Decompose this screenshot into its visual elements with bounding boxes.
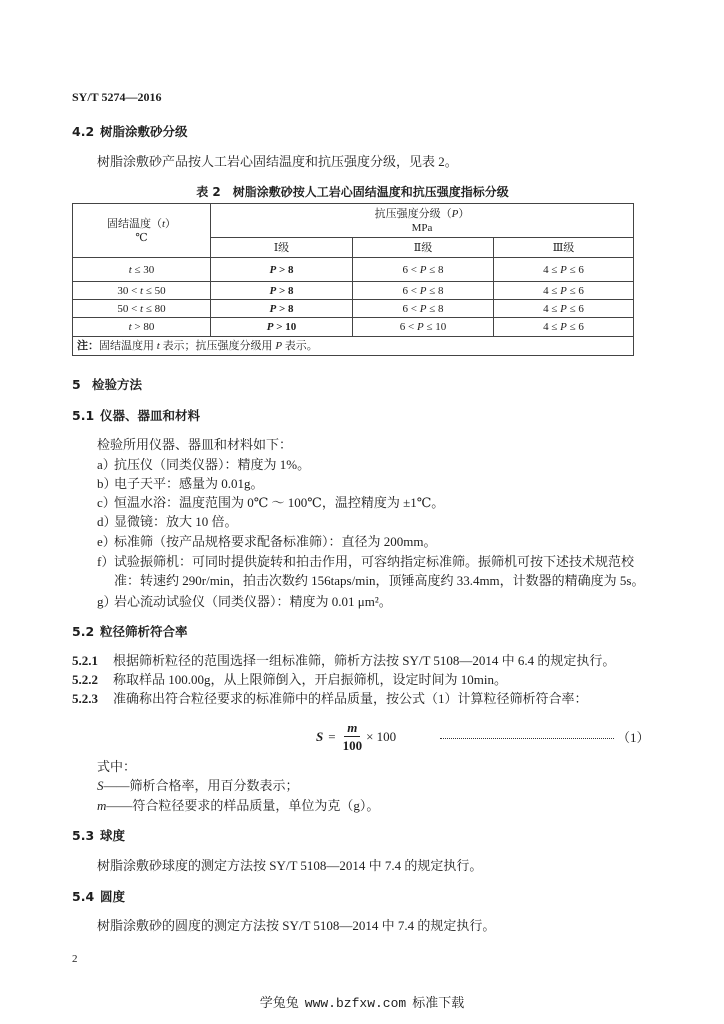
section-title: 粒径筛析符合率 <box>100 624 188 639</box>
formula-lhs: S <box>316 729 324 744</box>
list-item-label: a） <box>97 457 116 472</box>
section-4-2-heading <box>72 123 188 141</box>
table-row <box>73 318 634 337</box>
strength-header-cell <box>211 204 634 238</box>
footer <box>0 994 724 1013</box>
grade-2-cell: 6 < P ≤ 10 <box>353 318 494 337</box>
list-item-text: 显微镜：放大 10 倍。 <box>114 514 238 529</box>
clause-5-2-3 <box>72 690 588 708</box>
where-label: 式中： <box>97 759 137 774</box>
table-2-caption: 表 2 树脂涂敷砂按人工岩心固结温度和抗压强度指标分级 <box>196 185 509 199</box>
grade-3-cell: 4 ≤ P ≤ 6 <box>494 300 634 318</box>
document-code: SY/T 5274—2016 <box>72 90 162 104</box>
list-item <box>97 553 634 571</box>
formula-number: （1） <box>617 730 650 745</box>
section-5-heading <box>72 376 142 394</box>
grade-3-cell: 4 ≤ P ≤ 6 <box>494 318 634 337</box>
section-title: 树脂涂敷砂分级 <box>100 124 188 139</box>
clause-text: 根据筛析粒径的范围选择一组标准筛，筛析方法按 SY/T 5108—2014 中 6.4 的规定执行。 <box>113 653 616 668</box>
formula-numerator: m <box>344 720 360 737</box>
grade-2-header: Ⅱ级 <box>353 238 494 258</box>
section-5-4-paragraph: 树脂涂敷砂的圆度的测定方法按 SY/T 5108—2014 中 7.4 的规定执行。 <box>97 918 496 933</box>
list-item-continuation: 准：转速约 290r/min，拍击次数约 156taps/min，顶锤高度约 33.4mm，计数器的精确度为 5s。 <box>114 573 645 588</box>
temperature-cell: t > 80 <box>73 318 211 337</box>
formula-denominator: 100 <box>342 738 363 753</box>
list-item-text: 标准筛（按产品规格要求配备标准筛）：直径为 200mm。 <box>114 534 437 549</box>
section-5-1-heading <box>72 407 200 425</box>
strength-header: 抗压强度分级（P） <box>374 207 470 220</box>
strength-unit: MPa <box>411 221 433 234</box>
section-5-3-heading <box>72 827 125 845</box>
grade-3-cell: 4 ≤ P ≤ 6 <box>494 282 634 300</box>
grade-1-header: Ⅰ级 <box>211 238 353 258</box>
section-5-1-intro: 检验所用仪器、器皿和材料如下： <box>97 437 293 452</box>
symbol-definition <box>97 797 379 815</box>
section-number: 5.2 <box>72 624 95 639</box>
table-row <box>73 300 634 318</box>
grade-3-cell: 4 ≤ P ≤ 6 <box>494 258 634 282</box>
list-item <box>97 593 392 611</box>
temperature-cell: 30 < t ≤ 50 <box>73 282 211 300</box>
table-2 <box>72 203 634 356</box>
clause-number: 5.2.2 <box>72 672 98 687</box>
formula-multiplier: × 100 <box>366 729 397 744</box>
list-item <box>97 513 238 531</box>
symbol: S <box>97 778 104 793</box>
clause-5-2-1 <box>72 652 615 670</box>
clause-text: 准确称出符合粒径要求的标准筛中的样品质量，按公式（1）计算粒径筛析符合率： <box>113 691 588 706</box>
list-item-text: 试验振筛机：可同时提供旋转和拍击作用，可容纳指定标准筛。振筛机可按下述技术规范校 <box>114 554 635 569</box>
grade-2-cell: 6 < P ≤ 8 <box>353 300 494 318</box>
symbol: m <box>97 798 107 813</box>
section-title: 检验方法 <box>92 377 143 392</box>
temperature-header: 固结温度（t） <box>106 217 177 230</box>
section-title: 圆度 <box>100 889 126 904</box>
symbol-description: ——筛析合格率，用百分数表示； <box>103 778 299 793</box>
footer-tagline: 标准下载 <box>412 995 465 1010</box>
list-item-text: 电子天平：感量为 0.01g。 <box>114 476 264 491</box>
list-item <box>97 533 436 551</box>
list-item <box>97 475 264 493</box>
list-item-label: d） <box>97 514 117 529</box>
table-row <box>73 258 634 282</box>
list-item-label: e） <box>97 534 116 549</box>
clause-number: 5.2.1 <box>72 653 98 668</box>
formula-dot-leader <box>440 738 614 739</box>
section-5-2-heading <box>72 623 188 641</box>
temperature-header-cell <box>73 204 211 258</box>
table-note-cell <box>73 337 634 356</box>
grade-1-cell: P > 8 <box>211 282 353 300</box>
formula-1 <box>316 719 396 755</box>
symbol-description: ——符合粒径要求的样品质量，单位为克（g）。 <box>106 798 380 813</box>
section-title: 球度 <box>100 828 126 843</box>
clause-number: 5.2.3 <box>72 691 98 706</box>
list-item-label: b） <box>97 476 117 491</box>
grade-1-cell: P > 8 <box>211 258 353 282</box>
section-title: 仪器、器皿和材料 <box>100 408 201 423</box>
section-number: 5.3 <box>72 828 95 843</box>
section-number: 5.4 <box>72 889 95 904</box>
symbol-definition <box>97 777 299 795</box>
footer-url: www.bzfxw.com <box>304 996 407 1011</box>
list-item-text: 抗压仪（同类仪器）：精度为 1%。 <box>114 457 311 472</box>
section-4-2-paragraph: 树脂涂敷砂产品按人工岩心固结温度和抗压强度分级，见表 2。 <box>97 154 458 169</box>
table-note-row <box>73 337 634 356</box>
grade-2-cell: 6 < P ≤ 8 <box>353 258 494 282</box>
grade-3-header: Ⅲ级 <box>494 238 634 258</box>
clause-5-2-2 <box>72 671 507 689</box>
list-item-label: f） <box>97 554 115 569</box>
temperature-cell: t ≤ 30 <box>73 258 211 282</box>
temperature-cell: 50 < t ≤ 80 <box>73 300 211 318</box>
grade-1-cell: P > 8 <box>211 300 353 318</box>
section-5-3-paragraph: 树脂涂敷砂球度的测定方法按 SY/T 5108—2014 中 7.4 的规定执行。 <box>97 858 483 873</box>
table-row <box>73 282 634 300</box>
clause-text: 称取样品 100.00g，从上限筛倒入，开启振筛机，设定时间为 10min。 <box>113 672 507 687</box>
footer-site-name: 学兔兔 <box>259 995 299 1010</box>
section-number: 5 <box>72 377 81 392</box>
table-note-label: 注： <box>77 340 99 352</box>
section-5-4-heading <box>72 888 125 906</box>
page-number: 2 <box>72 953 78 965</box>
formula-equals: = <box>328 729 336 744</box>
list-item <box>97 456 310 474</box>
list-item <box>97 494 444 512</box>
table-header-row <box>73 204 634 238</box>
temperature-unit: ℃ <box>135 231 148 244</box>
list-item-label: c） <box>97 495 116 510</box>
section-number: 4.2 <box>72 124 95 139</box>
grade-2-cell: 6 < P ≤ 8 <box>353 282 494 300</box>
list-item-label: g） <box>97 594 117 609</box>
grade-1-cell: P > 10 <box>211 318 353 337</box>
list-item-text: 恒温水浴：温度范围为 0℃ ～ 100℃，温控精度为 ±1℃。 <box>114 495 445 510</box>
formula-fraction <box>343 720 363 754</box>
section-number: 5.1 <box>72 408 95 423</box>
table-note-text: 固结温度用 t 表示；抗压强度分级用 P 表示。 <box>99 340 318 352</box>
list-item-text: 岩心流动试验仪（同类仪器）：精度为 0.01 μm²。 <box>114 594 392 609</box>
